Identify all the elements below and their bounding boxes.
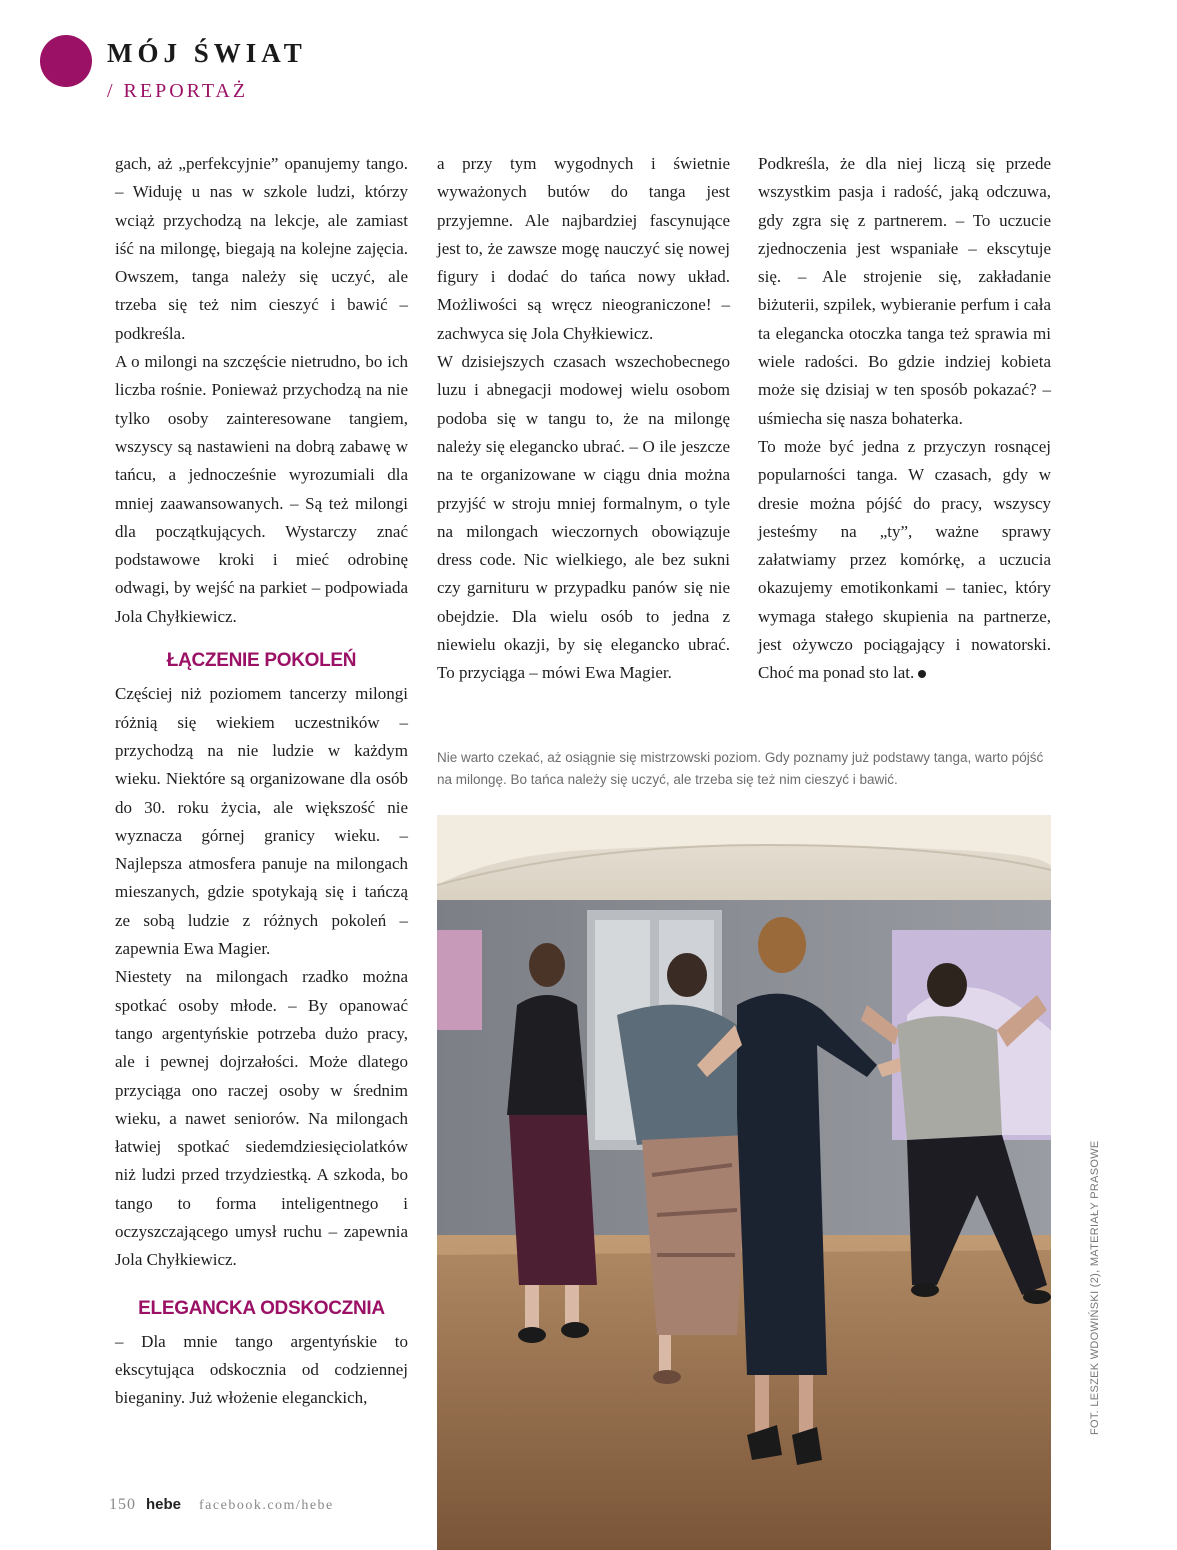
page-number: 150 xyxy=(109,1496,136,1513)
paragraph: Niestety na milongach rzadko można spotkać osoby młode. – By opanować tango argentyńskie potrzeba dużo pracy, ale i pewnej dojrzałości. Może dlatego przyciąga ono raczej osoby w średnim wieku, a nawet seniorów. Na milongach łatwiej spotkać siedemdziesięciolatków niż ludzi przed trzydziestką. A szkoda, bo tango to forma inteligentnego i oczyszczającego umysł ruchu – zapewnia Jola Chyłkiewicz. xyxy=(115,967,408,1270)
paragraph: – Dla mnie tango argentyńskie to ekscytująca odskocznia od codziennej bieganiny. Już włożenie eleganckich, xyxy=(115,1331,408,1408)
section-title: MÓJ ŚWIAT xyxy=(107,38,307,68)
paragraph: Częściej niż poziomem tancerzy milongi różnią się wiekiem uczestników – przychodzą na nie ludzie w każdym wieku. Niektóre są organizowane dla osób do 30. roku życia, ale większość nie wyznacza górnej granicy wieku. – Najlepsza atmosfera panuje na milongach mieszanych, gdzie spotykają się i tańczą ze sobą ludzie z różnych pokoleń – zapewnia Ewa Magier. xyxy=(115,684,408,959)
website-link[interactable]: facebook.com/hebe xyxy=(199,1498,334,1513)
article-column-1 xyxy=(115,150,408,1413)
paragraph: a przy tym wygodnych i świetnie wyważonych butów do tanga jest przyjemne. Ale najbardziej fascynujące jest to, że zawsze mogę nauczyć się nowej figury i dodać do tańca nowy układ. Możliwości są wręcz nieograniczone! – zachwyca się Jola Chyłkiewicz. xyxy=(437,154,730,343)
paragraph: Podkreśla, że dla niej liczą się przede wszystkim pasja i radość, jaką odczuwa, gdy zgra się z partnerem. – To uczucie zjednoczenia jest wspaniałe – ekscytuje się. – Ale strojenie się, zakładanie biżuterii, szpilek, wybieranie perfum i cała ta elegancka otoczka tanga też sprawia mi wiele radości. Bo gdzie indziej kobieta może się dzisiaj w ten sposób pokazać? – uśmiecha się nasza bohaterka. xyxy=(758,154,1051,428)
paragraph: W dzisiejszych czasach wszechobecnego luzu i abnegacji modowej wielu osobom podoba się w tangu to, że na milongę należy się elegancko ubrać. – O ile jeszcze na te organizowane w ciągu dnia można przyjść w stroju mniej formalnym, o tyle na milongach wieczornych obowiązuje dress code. Nic wielkiego, ale bez sukni czy garnituru w przypadku panów się nie obejdzie. Dla wielu osób to jedna z niewielu okazji, by się elegancko ubrać. To przyciąga – mówi Ewa Magier. xyxy=(437,352,730,683)
end-mark-icon xyxy=(918,670,926,678)
paragraph xyxy=(758,433,1051,688)
section-dot xyxy=(40,35,92,87)
paragraph: gach, aż „perfekcyjnie” opanujemy tango. – Widuję u nas w szkole ludzi, którzy wciąż przychodzą na lekcje, ale zamiast iść na milongę, biegają na kolejne zajęcia. Owszem, tanga należy się uczyć, ale trzeba się też nim cieszyć i bawić – podkreśla. xyxy=(115,154,408,343)
subheading: ŁĄCZENIE POKOLEŃ xyxy=(166,650,357,672)
paragraph-text: To może być jedna z przyczyn rosnącej popularności tanga. W czasach, gdy w dresie można pójść do pracy, wszyscy jesteśmy na „ty”, ważne sprawy załatwiamy przez komórkę, a uczucia okazujemy emotikonkami – taniec, który wymaga stałego skupienia na partnerze, jest ożywczo pociągający i nowatorski. Choć ma ponad sto lat. xyxy=(758,436,1051,683)
article-column-2 xyxy=(437,150,730,688)
brand-logo: hebe xyxy=(146,1496,182,1513)
paragraph: A o milongi na szczęście nietrudno, bo ich liczba rośnie. Ponieważ przychodzą na nie tylko osoby zainteresowane tangiem, wszyscy są nastawieni na dobrą zabawę w tańcu, a jednocześnie wyrozumiali dla mniej zaawansowanych. – Są też milongi dla początkujących. Wystarczy znać podstawowe kroki i mieć odrobinę odwagi, by wejść na parkiet – podpowiada Jola Chyłkiewicz. xyxy=(115,352,408,626)
photo-caption: Nie warto czekać, aż osiągnie się mistrzowski poziom. Gdy poznamy już podstawy tanga, warto pójść na milongę. Bo tańca należy się uczyć, ale trzeba się też nim cieszyć i bawić. xyxy=(437,750,1044,787)
subsection-title: / REPORTAŻ xyxy=(107,80,249,102)
photo-credit: FOT. LESZEK WDOWIŃSKI (2), MATERIAŁY PRASOWE xyxy=(1089,1140,1101,1435)
tango-class-photo xyxy=(437,815,1051,1550)
subheading: ELEGANCKA ODSKOCZNIA xyxy=(138,1297,385,1319)
page-footer xyxy=(109,1496,334,1514)
article-column-3 xyxy=(758,150,1051,688)
